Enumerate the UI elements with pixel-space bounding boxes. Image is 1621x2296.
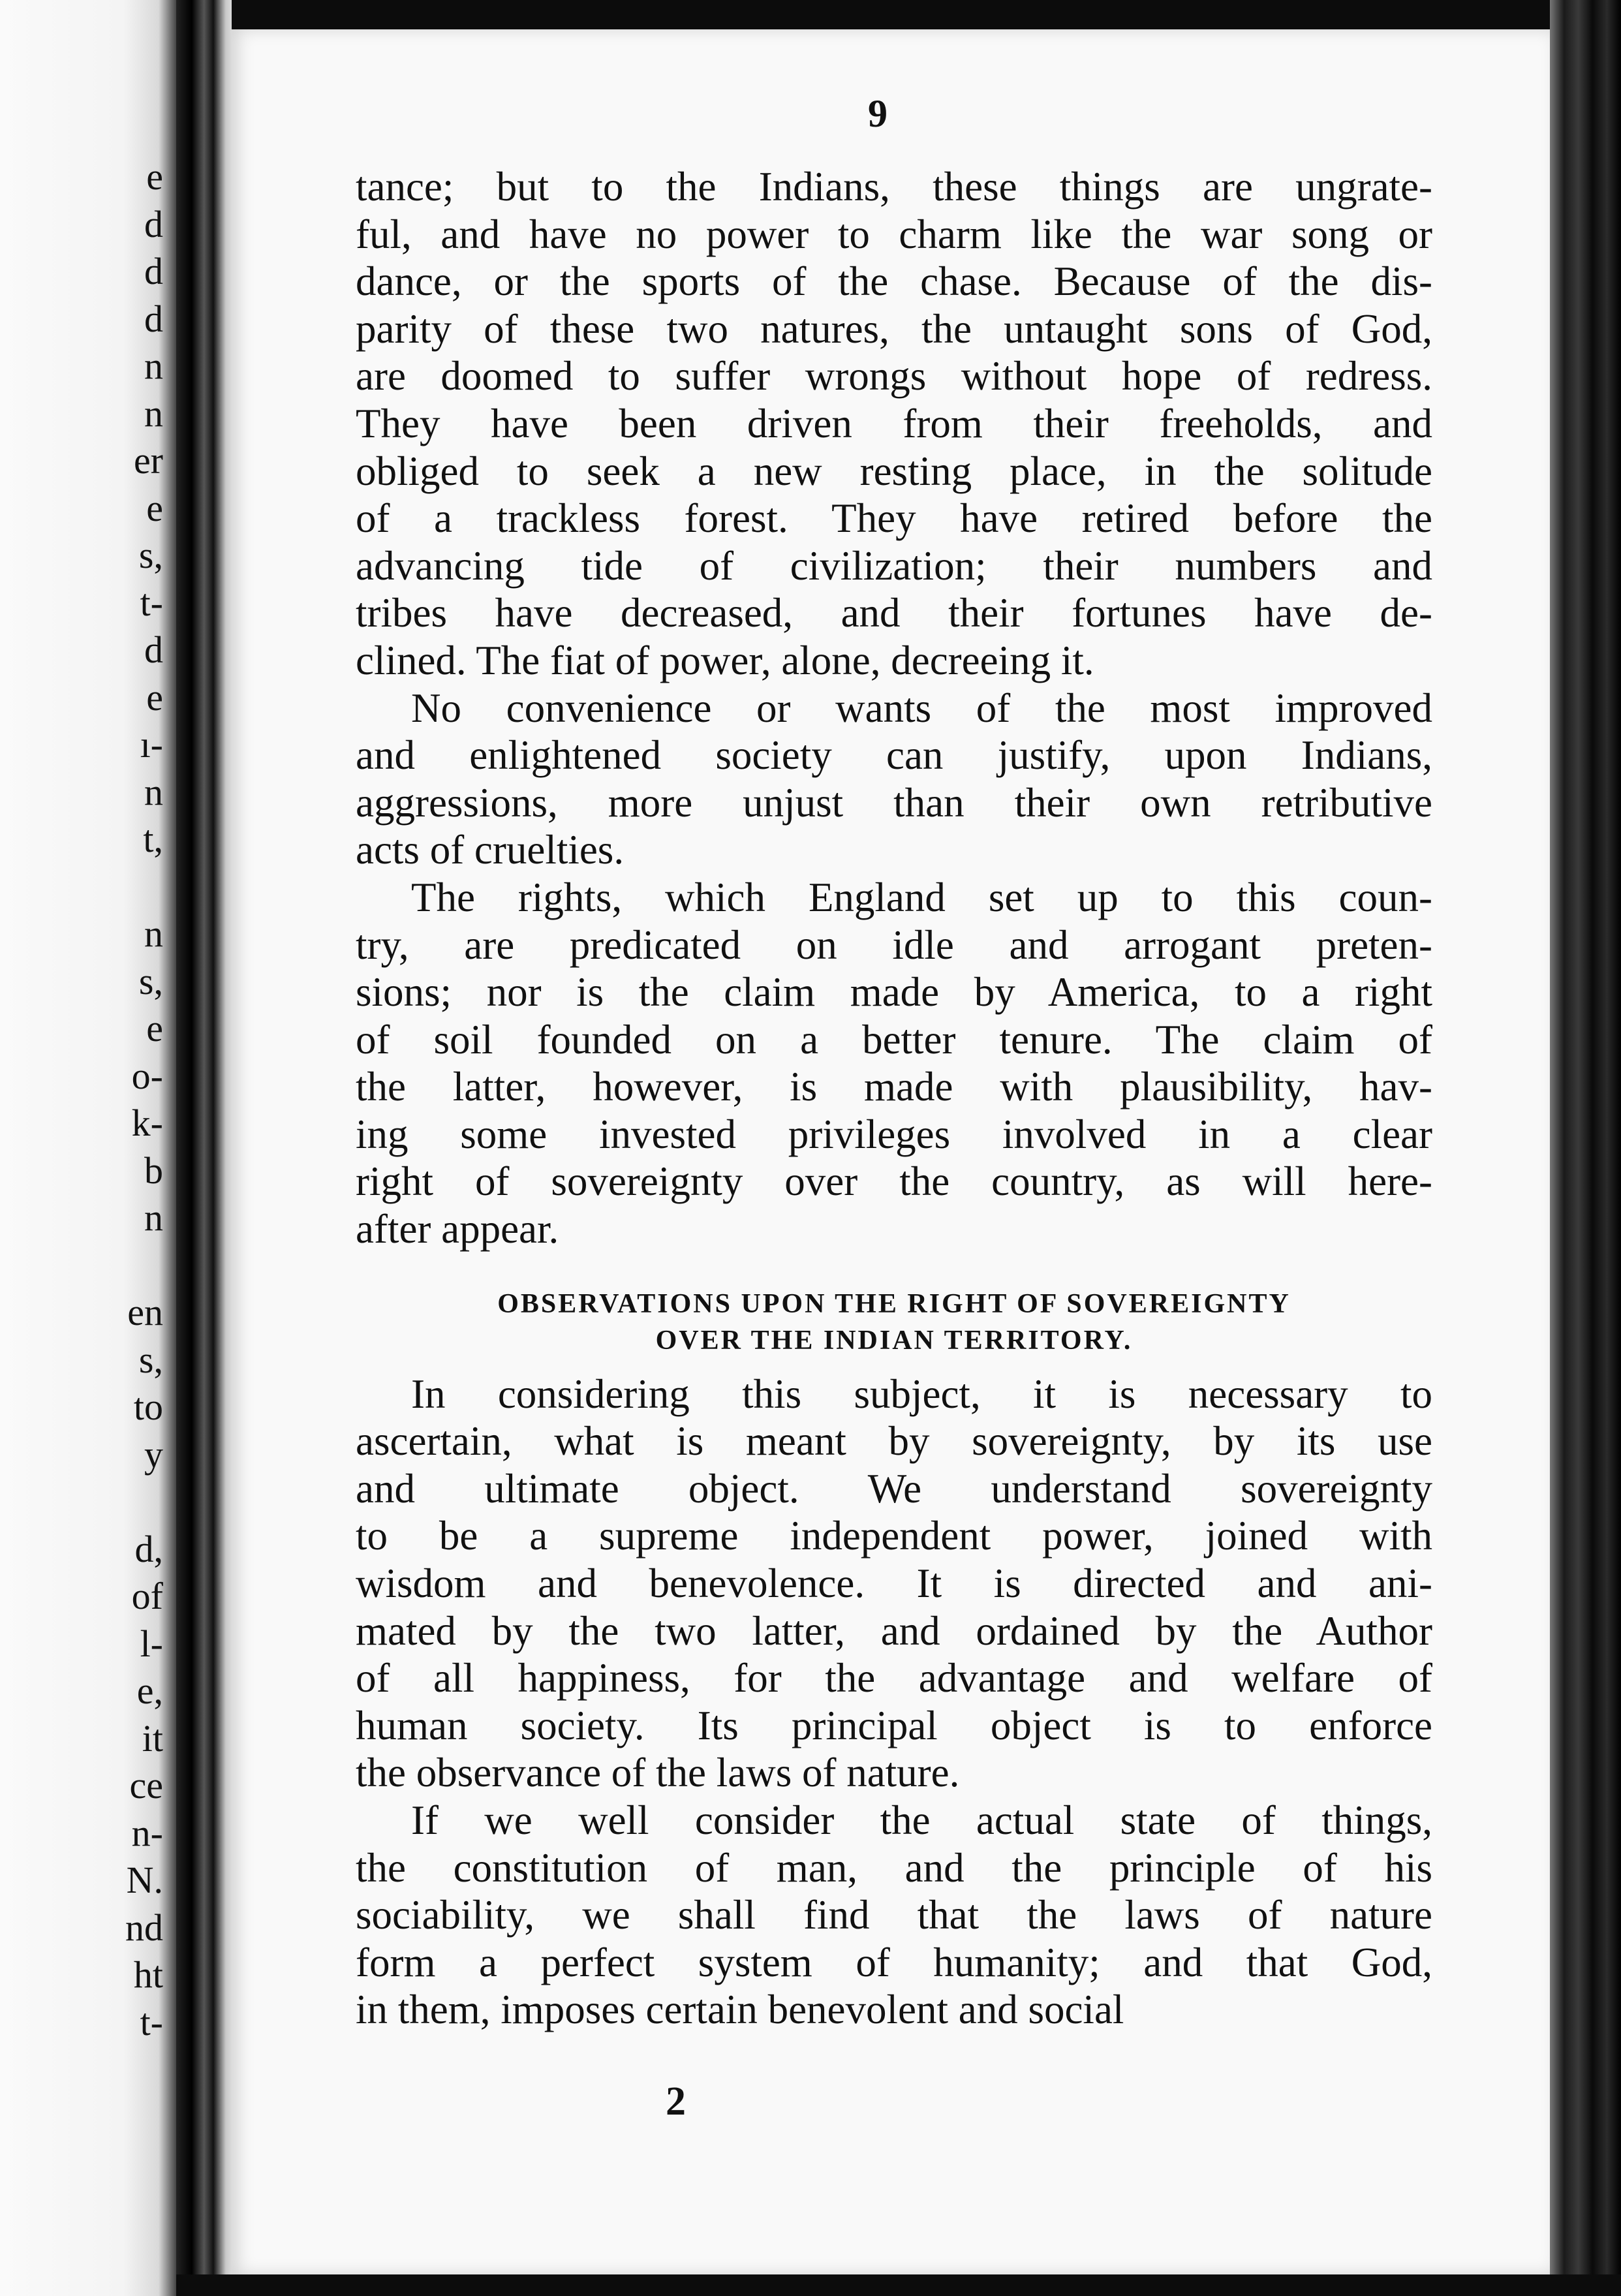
text-line: wisdom and benevolence. It is directed and ani- <box>356 1560 1432 1607</box>
text-line: The rights, which England set up to this coun- <box>411 874 1432 920</box>
text-line: ful, and have no power to charm like the war song or <box>356 211 1432 257</box>
facing-page-fragment: d, <box>134 1527 163 1570</box>
text-line: ing some invested privileges involved in a clear <box>356 1111 1432 1157</box>
text-line: If we well consider the actual state of things, <box>411 1797 1432 1843</box>
facing-page-fragment: e <box>146 155 163 198</box>
facing-page-fragment: s, <box>138 534 163 576</box>
text-line: obliged to seek a new resting place, in the solitude <box>356 448 1432 494</box>
text-line: sions; nor is the claim made by America, to a right <box>356 969 1432 1016</box>
facing-page-fragment: d <box>144 202 163 245</box>
page-edges <box>1550 0 1621 2296</box>
text-line: acts of cruelties. <box>356 827 625 873</box>
facing-page-fragment: e, <box>136 1669 163 1712</box>
facing-page-fragment: t- <box>140 581 163 624</box>
facing-page-fragment: d <box>144 250 163 292</box>
facing-page-fragment: d <box>144 628 163 671</box>
text-line: human society. Its principal object is to enforce <box>356 1702 1432 1748</box>
facing-page-fragment: of <box>131 1575 163 1617</box>
text-line: advancing tide of civilization; their numbers and <box>356 542 1432 589</box>
text-line: are doomed to suffer wrongs without hope of redress. <box>356 353 1432 399</box>
facing-page-fragment: b <box>144 1149 163 1192</box>
text-line: parity of these two natures, the untaught sons of God, <box>356 305 1432 352</box>
page-number: 9 <box>868 92 888 135</box>
text-line: of all happiness, for the advantage and welfare of <box>356 1655 1432 1701</box>
facing-page-fragment: e <box>146 486 163 529</box>
text-line: and enlightened society can justify, upon Indians, <box>356 732 1432 779</box>
facing-page-fragment: ı- <box>140 723 163 766</box>
facing-page-fragment: ht <box>133 1953 163 1996</box>
facing-page-fragment: n <box>144 770 163 813</box>
text-line: dance, or the sports of the chase. Because of the dis- <box>356 258 1432 305</box>
facing-page-fragment: t- <box>140 2000 163 2043</box>
text-line: aggressions, more unjust than their own retributive <box>356 779 1432 826</box>
facing-page-fragment: er <box>133 439 163 482</box>
text-line: right of sovereignty over the country, as will here- <box>356 1158 1432 1205</box>
facing-page-fragment: s, <box>138 1338 163 1381</box>
text-line: the constitution of man, and the principle of his <box>356 1844 1432 1891</box>
text-line: They have been driven from their freeholds, and <box>356 400 1432 446</box>
text-line: and ultimate object. We understand sovereignty <box>356 1465 1432 1512</box>
section-heading <box>356 1286 1432 1359</box>
top-edge <box>232 0 1550 29</box>
facing-page-fragment: n <box>144 1196 163 1239</box>
facing-page-fragment: en <box>127 1291 163 1333</box>
text-line: mated by the two latter, and ordained by the Author <box>356 1607 1432 1654</box>
paragraph <box>356 1797 1432 2034</box>
facing-page-fragment: y <box>144 1433 163 1476</box>
paragraph <box>356 874 1432 1253</box>
text-line: after appear. <box>356 1206 559 1252</box>
paragraph <box>356 685 1432 874</box>
facing-page-fragment: e <box>146 1007 163 1049</box>
body-text <box>356 163 1432 2034</box>
text-line: clined. The fiat of power, alone, decreeing it. <box>356 637 1094 683</box>
book-gutter <box>176 0 238 2296</box>
facing-page-fragment: l- <box>140 1622 163 1665</box>
facing-page-fragment: nd <box>125 1906 163 1949</box>
facing-page-fragment: n <box>144 345 163 387</box>
facing-page-fragment: o- <box>131 1054 163 1097</box>
bottom-edge <box>176 2274 1621 2296</box>
facing-page-fragment: it <box>142 1716 163 1760</box>
facing-page-fragment: n- <box>131 1811 163 1854</box>
text-line: to be a supreme independent power, joined with <box>356 1513 1432 1559</box>
paragraph <box>356 1371 1432 1797</box>
paragraph <box>356 163 1432 685</box>
facing-page-fragment: s, <box>138 959 163 1002</box>
facing-page-fragment: t, <box>143 818 163 860</box>
facing-page-fragment: k- <box>131 1102 163 1144</box>
facing-page-fragment: n <box>144 392 163 435</box>
facing-page-fragment <box>0 1242 163 1290</box>
text-line: sociability, we shall find that the laws of nature <box>356 1892 1432 1938</box>
text-line: in them, imposes certain benevolent and social <box>356 1987 1124 2033</box>
facing-page-fragment: n <box>144 912 163 955</box>
text-line: the latter, however, is made with plausibility, hav- <box>356 1064 1432 1110</box>
text-line: of soil founded on a better tenure. The claim of <box>356 1016 1432 1063</box>
section-heading-line-2: OVER THE INDIAN TERRITORY. <box>655 1325 1133 1356</box>
text-line: of a trackless forest. They have retired before the <box>356 495 1432 542</box>
facing-page-fragment: to <box>133 1386 163 1428</box>
signature-mark: 2 <box>666 2079 686 2124</box>
text-line: try, are predicated on idle and arrogant preten- <box>356 922 1432 968</box>
text-line: ascertain, what is meant by sovereignty, by its use <box>356 1418 1432 1465</box>
text-line: form a perfect system of humanity; and that God, <box>356 1939 1432 1985</box>
text-line: No convenience or wants of the most improved <box>411 685 1432 731</box>
facing-page-text <box>0 153 163 2046</box>
text-line: In considering this subject, it is necessary to <box>411 1371 1432 1417</box>
facing-page-fragment <box>0 863 163 911</box>
facing-page-fragment: d <box>144 297 163 340</box>
facing-page-fragment: e <box>146 675 163 719</box>
facing-page-fragment: N. <box>126 1859 163 1901</box>
text-line: the observance of the laws of nature. <box>356 1750 960 1796</box>
facing-page-fragment: ce <box>129 1764 163 1807</box>
section-heading-line-1: OBSERVATIONS UPON THE RIGHT OF SOVEREIGNTY <box>497 1288 1291 1319</box>
text-line: tribes have decreased, and their fortunes have de- <box>356 590 1432 636</box>
text-line: tance; but to the Indians, these things are ungrate- <box>356 164 1432 209</box>
facing-page <box>0 0 176 2296</box>
facing-page-fragment <box>0 1478 163 1526</box>
